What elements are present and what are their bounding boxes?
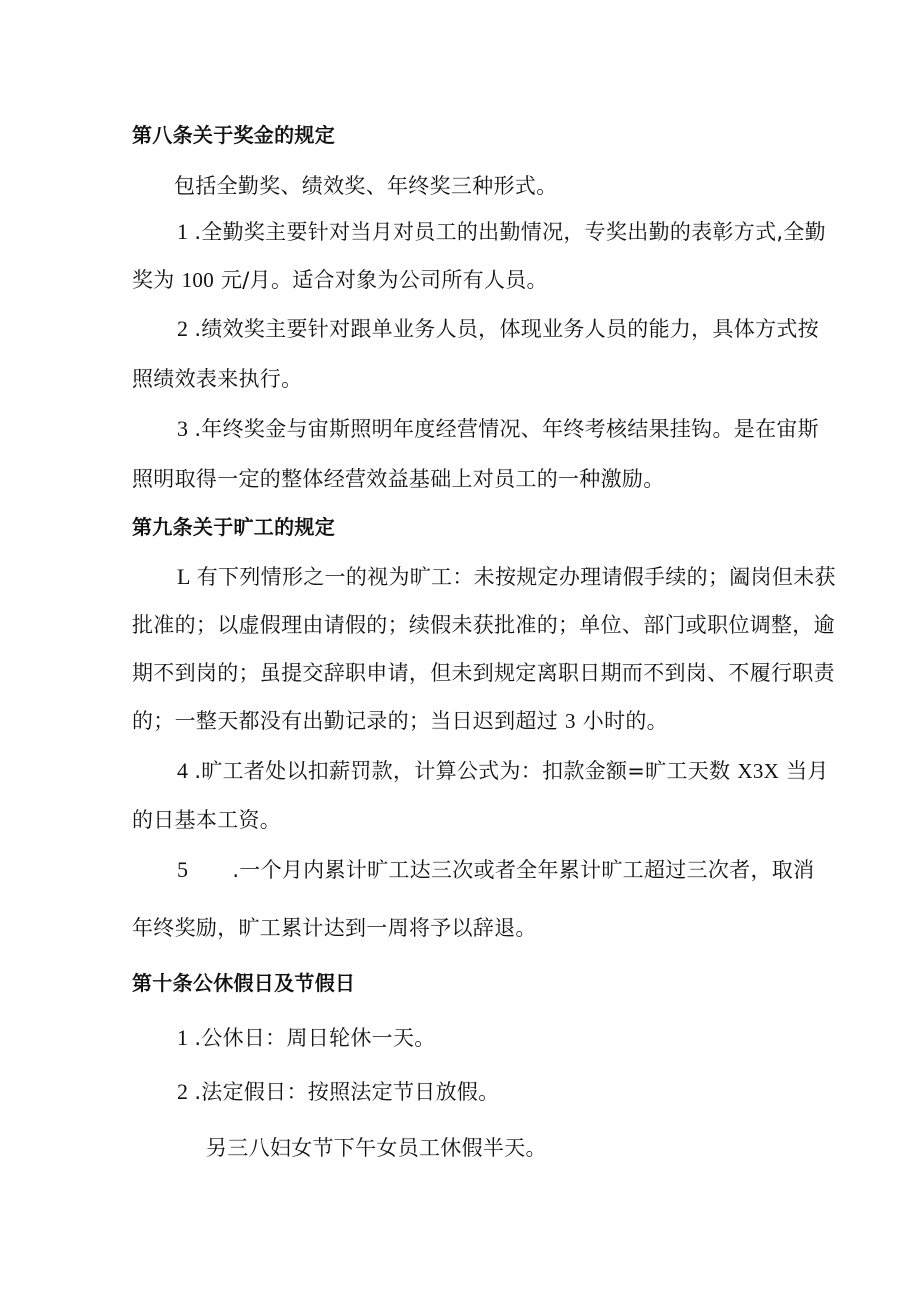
item-text: 奖为 xyxy=(132,268,175,292)
hours-value: 3 xyxy=(564,709,576,733)
article-8-item-1-line-2 xyxy=(132,265,548,295)
item-number: L xyxy=(177,564,191,589)
item-text: 的；一整天都没有出勤记录的；当日迟到超过 xyxy=(132,709,558,733)
article-10-note: 另三八妇女节下午女员工休假半天。 xyxy=(206,1136,547,1160)
item-number: 1 xyxy=(177,1025,189,1050)
article-10-item-2 xyxy=(177,1077,500,1107)
item-text: .一个月内累计旷工达三次或者全年累计旷工超过三次者，取消 xyxy=(232,858,815,882)
article-8-item-3-line-2: 照明取得一定的整体经营效益基础上对员工的一种激励。 xyxy=(132,467,665,491)
item-text: 当月 xyxy=(786,759,829,783)
article-8-intro: 包括全勤奖、绩效奖、年终奖三种形式。 xyxy=(174,174,558,198)
article-8-item-1-line-1 xyxy=(177,217,826,247)
item-text: .年终奖金与宙斯照明年度经营情况、年终考核结果挂钩。是在宙斯 xyxy=(194,417,819,441)
article-8-item-2-line-1 xyxy=(177,314,819,344)
article-8-item-3-line-1 xyxy=(177,414,819,444)
item-text: .绩效奖主要针对跟单业务人员，体现业务人员的能力，具体方式按 xyxy=(194,317,819,341)
article-9-item-5-line-2: 年终奖励，旷工累计达到一周将予以辞退。 xyxy=(132,916,537,940)
article-8-heading: 第八条关于奖金的规定 xyxy=(132,123,335,147)
article-9-para-1-line-3: 期不到岗的；虽提交辞职申请，但未到规定离职日期而不到岗、不履行职责 xyxy=(132,661,835,685)
article-10-heading: 第十条公休假日及节假日 xyxy=(132,971,356,995)
item-text: 元/月。适合对象为公司所有人员。 xyxy=(220,268,548,292)
item-number: 5 xyxy=(177,857,189,882)
item-text: 小时的。 xyxy=(582,709,668,733)
article-9-para-1-line-2: 批准的；以虚假理由请假的；续假未获批准的；单位、部门或职位调整，逾 xyxy=(132,613,835,637)
article-9-item-5-line-1 xyxy=(177,855,814,885)
item-text: .全勤奖主要针对当月对员工的出勤情况，专奖出勤的表彰方式,全勤 xyxy=(194,220,826,244)
item-number: 2 xyxy=(177,316,189,341)
article-8-item-2-line-2: 照绩效表来执行。 xyxy=(132,367,303,391)
item-text: 有下列情形之一的视为旷工：未按规定办理请假手续的；阖岗但未获 xyxy=(196,565,836,589)
item-number: 1 xyxy=(177,219,189,244)
article-9-heading: 第九条关于旷工的规定 xyxy=(132,515,335,539)
article-9-para-1-line-4 xyxy=(132,706,668,736)
item-number: 4 xyxy=(177,758,189,783)
formula-value: X3X xyxy=(737,759,780,783)
amount-value: 100 xyxy=(181,268,214,292)
article-9-para-1-line-1 xyxy=(177,562,836,592)
item-text: .法定假日：按照法定节日放假。 xyxy=(194,1080,500,1104)
article-10-item-1 xyxy=(177,1023,436,1053)
article-9-item-4-line-1 xyxy=(177,756,829,786)
article-9-item-4-line-2: 的日基本工资。 xyxy=(132,808,282,832)
item-text: .旷工者处以扣薪罚款，计算公式为：扣款金额=旷工天数 xyxy=(194,759,731,783)
item-number: 3 xyxy=(177,416,189,441)
item-text: .公休日：周日轮休一天。 xyxy=(194,1026,436,1050)
item-number: 2 xyxy=(177,1079,189,1104)
